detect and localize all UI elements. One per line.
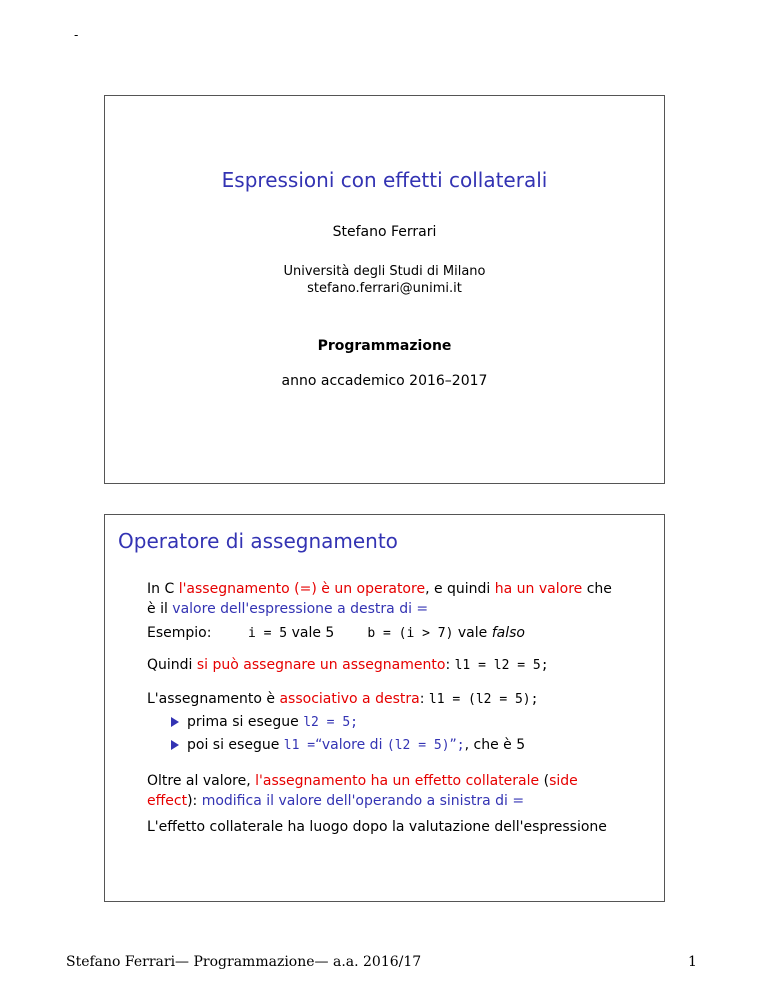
author-name: Stefano Ferrari [332, 224, 437, 240]
code: ; [456, 738, 465, 753]
email: stefano.ferrari@unimi.it [307, 281, 462, 296]
code: l2 = 5; [303, 715, 358, 730]
bullet-triangle-icon [171, 717, 179, 727]
text: ): [187, 793, 202, 809]
highlight-red: effect [147, 793, 188, 809]
text: Oltre al valore, [147, 773, 256, 789]
text: vale 5 [287, 625, 335, 641]
text: è il [147, 601, 173, 617]
page-marker: - [74, 28, 79, 42]
presentation-title: Espressioni con effetti collaterali [221, 168, 548, 192]
slide-title: Operatore di assegnamento [118, 529, 398, 553]
text-blue: “valore di [315, 737, 387, 753]
highlight-red: side [549, 773, 578, 789]
bullet-item-2 [171, 735, 525, 756]
paragraph-associative [147, 689, 644, 710]
text: : [419, 691, 429, 707]
code: l1 = (l2 = 5); [428, 692, 539, 707]
title-slide [104, 95, 665, 484]
example-label: Esempio: [147, 625, 212, 641]
text: prima si esegue [187, 714, 304, 730]
content-slide [104, 514, 665, 902]
text: che [582, 581, 612, 597]
text-italic: falso [491, 625, 525, 641]
course-name: Programmazione [317, 338, 452, 354]
paragraph-chain [147, 655, 644, 676]
page-number: 1 [688, 954, 697, 970]
code: (l2 = 5) [386, 738, 450, 753]
highlight-red: si può assegnare un assegnamento [196, 657, 446, 673]
footer-text: Stefano Ferrari— Programmazione— a.a. 2016/17 [66, 954, 422, 970]
academic-year: anno accademico 2016–2017 [281, 373, 488, 389]
highlight-red: associativo a destra [279, 691, 420, 707]
text: poi si esegue [187, 737, 284, 753]
affiliation-block [105, 263, 664, 297]
highlight-red: l'assegnamento (=) è un operatore [178, 581, 426, 597]
example-line [147, 623, 644, 644]
highlight-blue: modifica il valore dell'operando a sinistra di = [201, 793, 525, 809]
text: , e quindi [425, 581, 495, 597]
code: l1 = [283, 738, 316, 753]
code: i = 5 [248, 626, 288, 641]
text-blue: ” [449, 737, 457, 753]
highlight-blue: valore dell'espressione a destra di = [172, 601, 429, 617]
text: , che è 5 [464, 737, 526, 753]
paragraph-side-effect [147, 771, 644, 811]
code: b = (i > 7) [367, 626, 454, 641]
highlight-red: ha un valore [494, 581, 583, 597]
text: ( [539, 773, 550, 789]
code: l1 = l2 = 5; [454, 658, 549, 673]
text: L'assegnamento è [147, 691, 280, 707]
text: In C [147, 581, 179, 597]
text: vale [453, 625, 492, 641]
affiliation: Università degli Studi di Milano [283, 264, 486, 279]
paragraph-timing: L'effetto collaterale ha luogo dopo la valutazione dell'espressione [147, 819, 607, 835]
paragraph-operator [147, 579, 644, 619]
bullet-triangle-icon [171, 740, 179, 750]
highlight-red: l'assegnamento ha un effetto collaterale [255, 773, 540, 789]
text: Quindi [147, 657, 197, 673]
bullet-item-1 [171, 712, 358, 733]
text: : [445, 657, 455, 673]
